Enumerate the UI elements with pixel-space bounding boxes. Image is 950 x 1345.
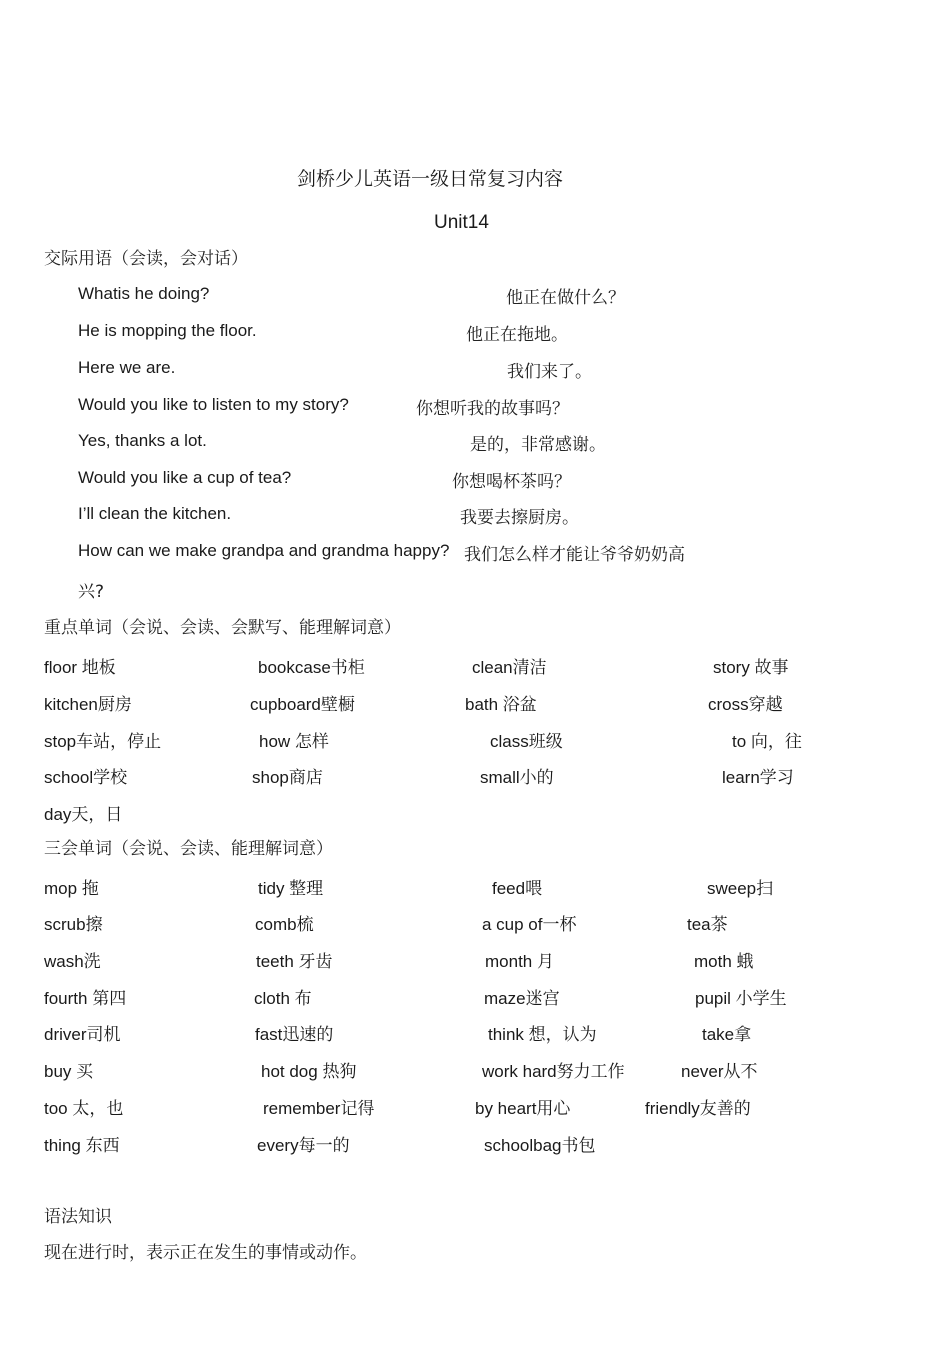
- vocab-word: sweep扫: [707, 879, 774, 898]
- vocab-word: hot dog 热狗: [261, 1062, 357, 1081]
- vocab-word: month 月: [485, 952, 554, 971]
- vocab-word: cross穿越: [708, 695, 783, 714]
- dialogue-zh: 是的，非常感谢。: [470, 435, 606, 455]
- section-heading-grammar: 语法知识: [44, 1207, 112, 1227]
- dialogue-en: I’ll clean the kitchen.: [78, 504, 232, 523]
- vocab-word: thing 东西: [44, 1136, 120, 1155]
- vocab-word: fourth 第四: [44, 989, 127, 1008]
- vocab-word: floor 地板: [44, 658, 116, 677]
- dialogue-zh-wrap: 兴?: [78, 582, 105, 602]
- vocab-word: clean清洁: [472, 658, 547, 677]
- dialogue-zh: 你想喝杯茶吗？: [452, 472, 571, 492]
- vocab-word: never从不: [681, 1062, 758, 1081]
- vocab-word: work hard努力工作: [482, 1062, 625, 1081]
- vocab-word: day天，日: [44, 805, 123, 824]
- section-heading-dialogue: 交际用语（会读，会对话）: [44, 249, 248, 269]
- vocab-word: every每一的: [257, 1136, 350, 1155]
- vocab-word: cloth 布: [254, 989, 312, 1008]
- vocab-word: think 想，认为: [488, 1025, 597, 1044]
- dialogue-en: Would you like to listen to my story?: [78, 395, 349, 414]
- vocab-word: class班级: [490, 732, 563, 751]
- vocab-word: stop车站，停止: [44, 732, 162, 751]
- vocab-word: take拿: [702, 1025, 752, 1044]
- vocab-word: moth 蛾: [694, 952, 754, 971]
- dialogue-en: Whatis he doing?: [78, 284, 210, 303]
- vocab-word: tea茶: [687, 915, 728, 934]
- vocab-word: kitchen厨房: [44, 695, 132, 714]
- vocab-word: too 太，也: [44, 1099, 124, 1118]
- dialogue-zh: 他正在做什么？: [506, 288, 625, 308]
- dialogue-zh: 我们怎么样才能让爷爷奶奶高: [464, 545, 685, 565]
- vocab-word: scrub擦: [44, 915, 103, 934]
- vocab-word: fast迅速的: [255, 1025, 334, 1044]
- vocab-word: story 故事: [713, 658, 789, 677]
- vocab-word: feed喂: [492, 879, 543, 898]
- vocab-word: school学校: [44, 768, 128, 787]
- vocab-word: bath 浴盆: [465, 695, 537, 714]
- vocab-word: by heart用心: [475, 1099, 571, 1118]
- vocab-word: learn学习: [722, 768, 794, 787]
- dialogue-en: He is mopping the floor.: [78, 321, 257, 340]
- vocab-word: shop商店: [252, 768, 323, 787]
- vocab-word: to 向，往: [732, 732, 802, 751]
- vocab-word: remember记得: [263, 1099, 375, 1118]
- vocab-word: wash洗: [44, 952, 101, 971]
- dialogue-zh: 你想听我的故事吗？: [416, 399, 569, 419]
- vocab-word: mop 拖: [44, 879, 99, 898]
- vocab-word: comb梳: [255, 915, 314, 934]
- page-title: 剑桥少儿英语一级日常复习内容: [297, 168, 564, 190]
- unit-label: Unit14: [434, 212, 489, 233]
- vocab-word: how 怎样: [259, 732, 329, 751]
- vocab-word: buy 买: [44, 1062, 94, 1081]
- dialogue-en: How can we make grandpa and grandma happy?: [78, 541, 450, 560]
- dialogue-zh: 我们来了。: [507, 362, 592, 382]
- vocab-word: friendly友善的: [645, 1099, 751, 1118]
- section-heading-key-words: 重点单词（会说、会读、会默写、能理解词意）: [44, 618, 401, 638]
- vocab-word: small小的: [480, 768, 554, 787]
- grammar-note: 现在进行时，表示正在发生的事情或动作。: [44, 1243, 367, 1263]
- vocab-word: tidy 整理: [258, 879, 324, 898]
- dialogue-en: Would you like a cup of tea?: [78, 468, 292, 487]
- dialogue-zh: 他正在拖地。: [466, 325, 568, 345]
- vocab-word: cupboard壁橱: [250, 695, 355, 714]
- vocab-word: teeth 牙齿: [256, 952, 333, 971]
- section-heading-three-words: 三会单词（会说、会读、能理解词意）: [44, 839, 333, 859]
- vocab-word: bookcase书柜: [258, 658, 365, 677]
- dialogue-en: Here we are.: [78, 358, 176, 377]
- vocab-word: driver司机: [44, 1025, 121, 1044]
- vocab-word: pupil 小学生: [695, 989, 787, 1008]
- vocab-word: schoolbag书包: [484, 1136, 596, 1155]
- vocab-word: a cup of一杯: [482, 915, 577, 934]
- dialogue-en: Yes, thanks a lot.: [78, 431, 207, 450]
- vocab-word: maze迷宫: [484, 989, 560, 1008]
- dialogue-zh: 我要去擦厨房。: [460, 508, 579, 528]
